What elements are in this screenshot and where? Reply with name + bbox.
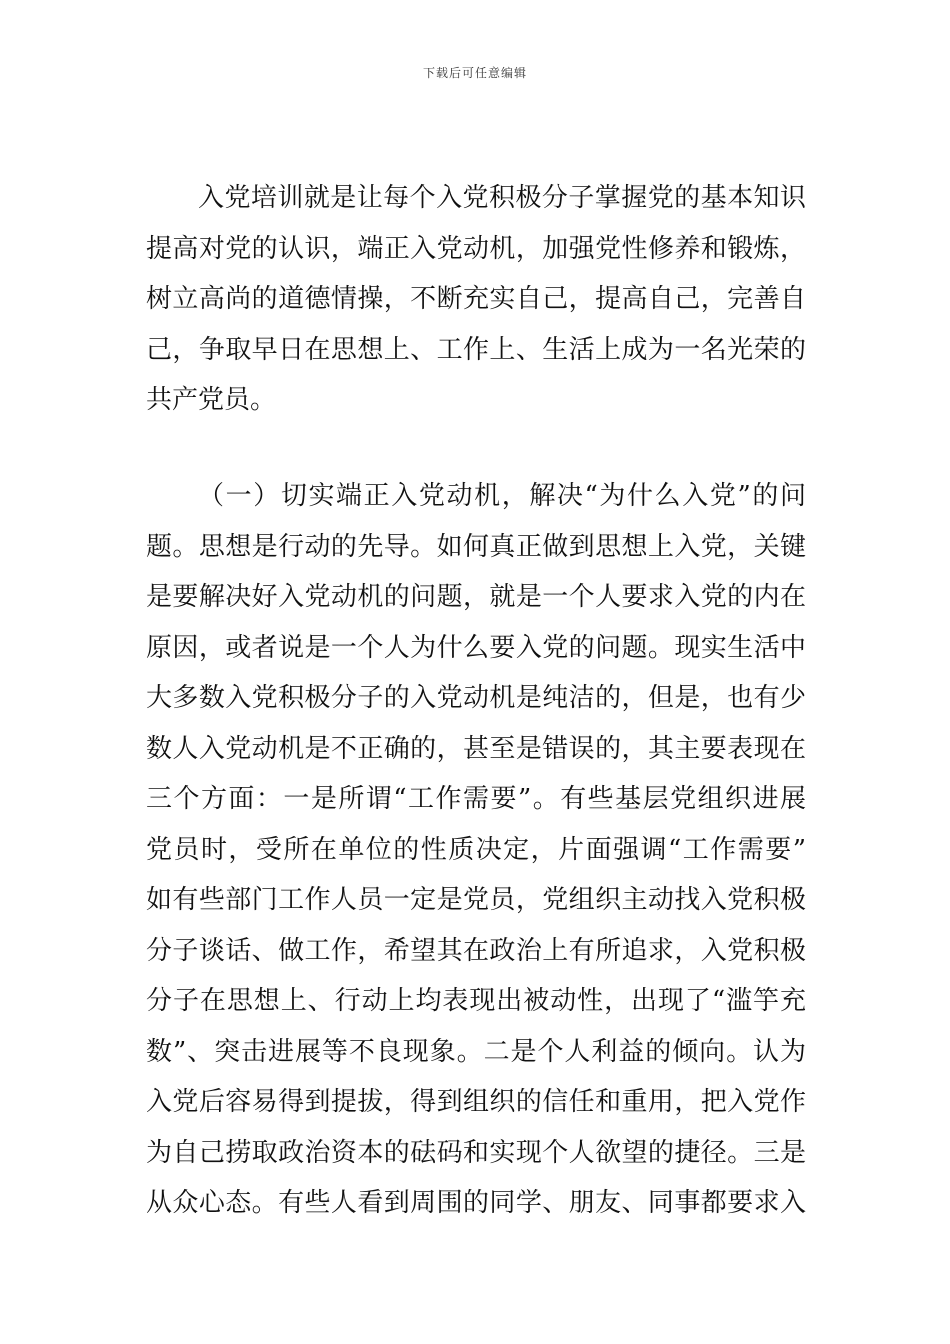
page-header-note: 下载后可任意编辑 xyxy=(422,66,527,80)
text-line: 分子谈话、做工作，希望其在政治上有所追求，入党积极 xyxy=(146,935,806,966)
text-line: 大多数入党积极分子的入党动机是纯洁的，但是，也有少 xyxy=(146,683,806,713)
text-line: 树立高尚的道德情操，不断充实自己，提高自己，完善自 xyxy=(146,284,806,314)
text-line: 党员时，受所在单位的性质决定，片面强调“工作需要” xyxy=(146,834,806,865)
text-line: 是要解决好入党动机的问题，就是一个人要求入党的内在 xyxy=(146,582,806,612)
text-line: 入党培训就是让每个入党积极分子掌握党的基本知识 xyxy=(198,183,806,213)
text-line: 分子在思想上、行动上均表现出被动性，出现了“滥竽充 xyxy=(146,986,806,1016)
paragraph-intro xyxy=(146,173,806,426)
paragraph-section-one xyxy=(146,471,806,1229)
text-line: （一）切实端正入党动机，解决“为什么入党”的问 xyxy=(198,481,806,511)
text-line: 提高对党的认识，端正入党动机，加强党性修养和锻炼， xyxy=(146,233,806,264)
text-line: 从众心态。有些人看到周围的同学、朋友、同事都要求入 xyxy=(146,1188,806,1218)
text-line: 数人入党动机是不正确的，甚至是错误的，其主要表现在 xyxy=(146,733,806,764)
text-line: 如有些部门工作人员一定是党员，党组织主动找入党积极 xyxy=(146,885,806,915)
text-line: 入党后容易得到提拔，得到组织的信任和重用，把入党作 xyxy=(146,1087,806,1117)
text-line: 己，争取早日在思想上、工作上、生活上成为一名光荣的 xyxy=(146,334,806,365)
text-line: 为自己捞取政治资本的砝码和实现个人欲望的捷径。三是 xyxy=(146,1137,806,1168)
text-line: 题。思想是行动的先导。如何真正做到思想上入党，关键 xyxy=(146,531,806,562)
text-line: 共产党员。 xyxy=(146,385,277,415)
text-line: 三个方面：一是所谓“工作需要”。有些基层党组织进展 xyxy=(146,784,806,814)
text-line: 数”、突击进展等不良现象。二是个人利益的倾向。认为 xyxy=(146,1036,806,1067)
text-line: 原因，或者说是一个人为什么要入党的问题。现实生活中 xyxy=(146,632,806,663)
